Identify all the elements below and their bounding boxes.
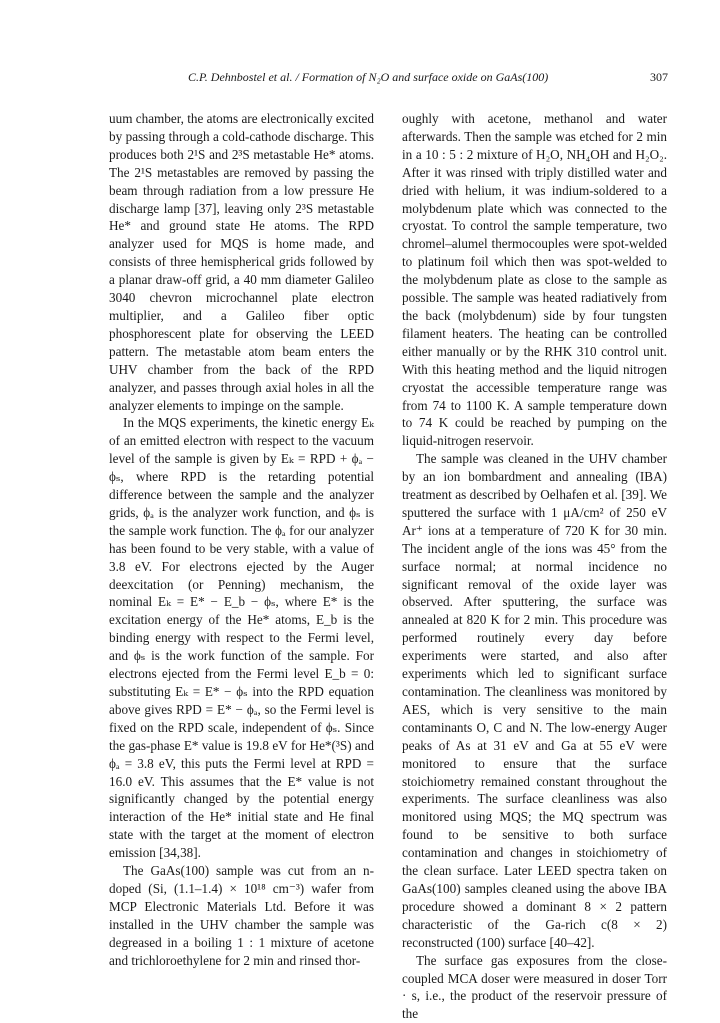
paragraph: The surface gas exposures from the close-coupled MCA doser were measured in doser Torr · s, i.e., the product of the reservoir pressure of the	[402, 952, 667, 1022]
page-number: 307	[650, 70, 668, 84]
paragraph: oughly with acetone, methanol and water afterwards. Then the sample was etched for 2 min in a 10 : 5 : 2 mixture of H₂O, NH₄OH and H₂O₂. After it was rinsed with triply distilled water and dried with helium, it was indium-soldered to a molybdenum plate which was connected to the cryostat. To control the sample temperature, two chromel–alumel thermocouples were spot-welded to platinum foil which then was spot-welded to the molybdenum plate as close to the sample as possible. The sample was heated radiatively from the back (molybdenum) side by four tungsten filament heaters. The heating can be controlled either manually or by the RHK 310 control unit. With this heating method and the liquid nitrogen cryostat the accessible temperature range was from 74 to 1100 K. A sample temperature down to 74 K could be reached by pumping on the liquid-nitrogen reservoir.	[402, 111, 667, 449]
left-column	[109, 110, 374, 970]
right-column	[402, 110, 667, 1023]
paragraph: The GaAs(100) sample was cut from an n-doped (Si, (1.1–1.4) × 10¹⁸ cm⁻³) wafer from MCP Electronic Materials Ltd. Before it was installed in the UHV chamber the sample was degreased in a boiling 1 : 1 mixture of acetone and trichloroethylene for 2 min and rinsed thor-	[109, 863, 374, 968]
paragraph: In the MQS experiments, the kinetic energy Eₖ of an emitted electron with respect to the vacuum level of the sample is given by Eₖ = RPD + ϕₐ − ϕₛ, where RPD is the retarding potential difference between the sample and the analyzer grids, ϕₐ is the analyzer work function, and ϕₛ is the sample work function. The ϕₐ for our analyzer has been found to be very stable, with a value of 3.8 eV. For electrons ejected by the Auger deexcitation (or Penning) mechanism, the nominal Eₖ = E* − E_b − ϕₛ, where E* is the excitation energy of the He* atoms, E_b is the binding energy with respect to the Fermi level, and ϕₛ is the work function of the sample. For electrons ejected from the Fermi level E_b = 0: substituting Eₖ = E* − ϕₛ into the RPD equation above gives RPD = E* − ϕₐ, so the Fermi level is fixed on the RPD scale, independent of ϕₛ. Since the gas-phase E* value is 19.8 eV for He*(³S) and ϕₐ = 3.8 eV, this puts the Fermi level at RPD = 16.0 eV. This assumes that the E* value is not significantly changed by the potential energy interaction of the He* initial state and He final state with the target at the moment of electron emission [34,38].	[109, 415, 374, 861]
page-header	[108, 70, 668, 90]
paragraph: uum chamber, the atoms are electronically excited by passing through a cold-cathode discharge. This produces both 2¹S and 2³S metastable He* atoms. The 2¹S metastables are removed by passing the beam through radiation from a low pressure He discharge lamp [37], leaving only 2³S metastable He* and ground state He atoms. The RPD analyzer used for MQS is home made, and consists of three hemispherical grids followed by a planar draw-off grid, a 40 mm diameter Galileo 3040 chevron microchannel plate electron multiplier, and a Galileo fiber optic phosphorescent plate for observing the LEED pattern. The metastable atom beam enters the UHV chamber from the back of the RPD analyzer, and passes through axial holes in all the analyzer elements to impinge on the sample.	[109, 111, 374, 413]
running-head: C.P. Dehnbostel et al. / Formation of N₂O and surface oxide on GaAs(100)	[188, 70, 549, 84]
paragraph: The sample was cleaned in the UHV chamber by an ion bombardment and annealing (IBA) treatment as described by Oelhafen et al. [39]. We sputtered the surface with 1 μA/cm² of 250 eV Ar⁺ ions at a temperature of 720 K for 30 min. The incident angle of the ions was 45° from the surface normal; at normal incidence no significant removal of the oxide layer was observed. After sputtering, the surface was annealed at 820 K for 2 min. This procedure was performed routinely every day before experiments were started, and also after experiments which led to significant surface contamination. The cleanliness was monitored by AES, which is very sensitive to the main contaminants O, C and N. The low-energy Auger peaks of As at 31 eV and Ga at 55 eV were monitored to ensure that the surface stoichiometry remained constant throughout the experiments. The surface cleanliness was also monitored using MQS; the MQ spectrum was found to be sensitive to both surface contamination and changes in stoichiometry of the clean surface. Later LEED spectra taken on GaAs(100) samples cleaned using the above IBA procedure showed a dominant 8 × 2 pattern characteristic of the Ga-rich c(8 × 2) reconstructed (100) surface [40–42].	[402, 451, 667, 950]
